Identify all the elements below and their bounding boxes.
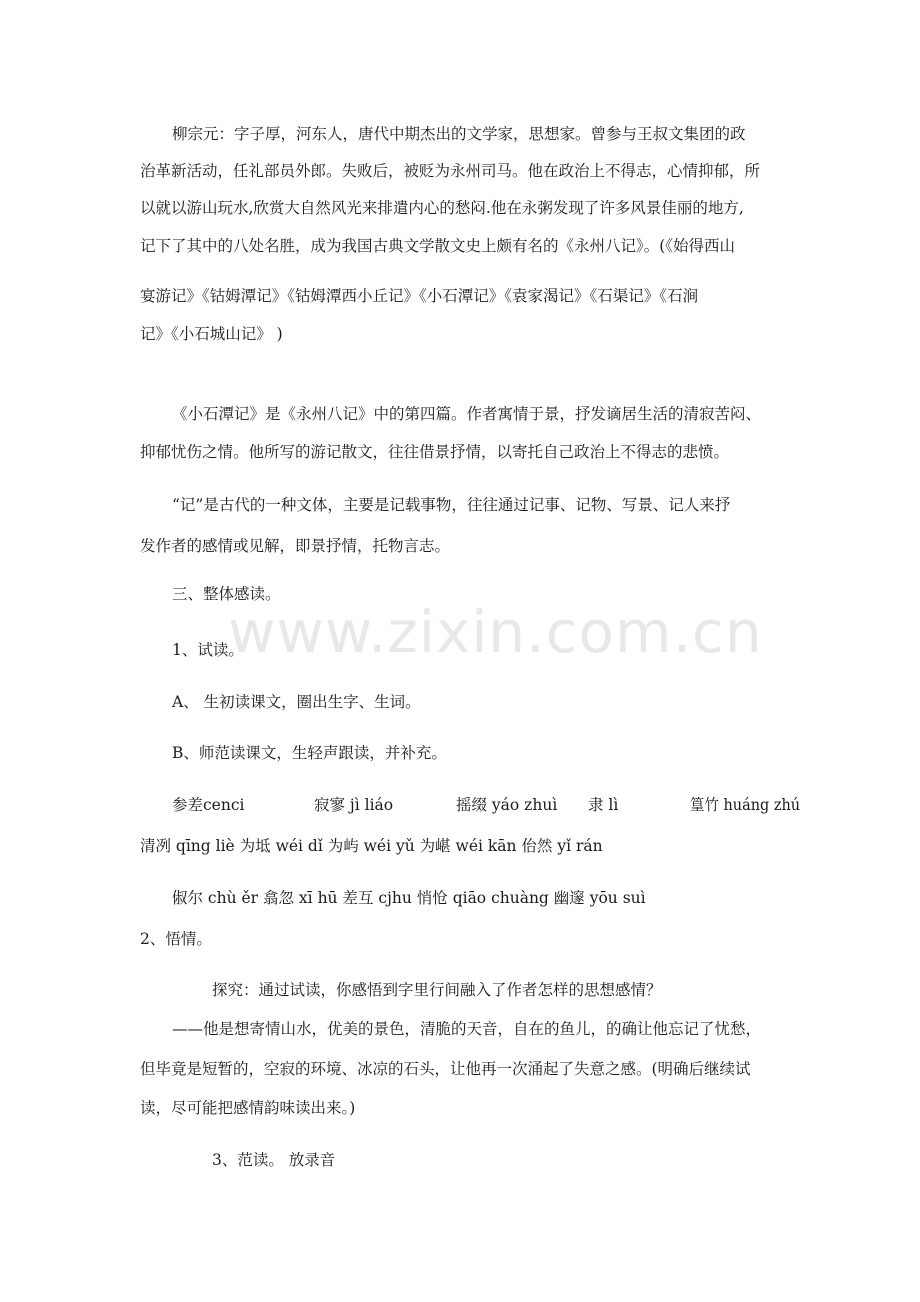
answer-line2: 但毕竟是短暂的，空寂的环境、冰凉的石头，让他再一次涌起了失意之感。(明确后继续试	[140, 1060, 751, 1078]
para3-line1: “记”是古代的一种文体，主要是记载事物，往往通过记事、记物、写景、记人来抒	[172, 496, 731, 514]
step-3-heading: 3、范读。 放录音	[212, 1151, 336, 1169]
para1-line1: 柳宗元：字子厚，河东人，唐代中期杰出的文学家，思想家。曾参与王叔文集团的政	[172, 125, 746, 143]
vocab-item: 摇缀 yáo zhuì	[456, 796, 558, 814]
vocab-item: 寂寥 jì liáo	[314, 796, 394, 814]
para1-line6: 记》《小石城山记》 )	[140, 325, 283, 343]
vocab-item: 参差cenci	[172, 796, 245, 814]
para3-line2: 发作者的感情或见解，即景抒情，托物言志。	[140, 537, 451, 555]
vocab-row-2: 清冽 qīng liè 为坻 wéi dǐ 为屿 wéi yǔ 为嵁 wéi kān 佁然 yǐ rán	[140, 837, 603, 855]
explore-question: 探究：通过试读，你感悟到字里行间融入了作者怎样的思想感情？	[212, 981, 662, 999]
para1-line4: 记下了其中的八处名胜，成为我国古典文学散文史上颇有名的《永州八记》。(《始得西山	[140, 237, 736, 255]
para2-line1: 《小石潭记》是《永州八记》中的第四篇。作者寓情于景，抒发谪居生活的清寂苦闷、	[172, 405, 762, 423]
para2-line2: 抑郁忧伤之情。他所写的游记散文，往往借景抒情，以寄托自己政治上不得志的悲愤。	[140, 443, 730, 461]
section-heading: 三、整体感读。	[172, 585, 281, 603]
vocab-item: 隶 lì	[588, 796, 619, 814]
step-b-text: B、师范读课文，生轻声跟读，并补充。	[172, 744, 447, 762]
step-1-heading: 1、试读。	[172, 641, 244, 659]
answer-line3: 读，尽可能把感情韵味读出来。)	[140, 1099, 356, 1117]
vocab-item: 篁竹 huáng zhú	[690, 796, 801, 814]
vocab-row-3: 俶尔 chù ěr 翕忽 xī hū 差互 cjhu 悄怆 qiāo chuàng 幽邃 yōu suì	[172, 889, 646, 907]
para1-line2: 治革新活动，任礼部员外郎。失败后，被贬为永州司马。他在政治上不得志，心情抑郁，所	[140, 162, 761, 180]
step-a-text: A、 生初读课文，圈出生字、生词。	[172, 693, 421, 711]
para1-line5: 宴游记》《钴姆潭记》《钴姆潭西小丘记》《小石潭记》《袁家渴记》《石渠记》《石涧	[140, 287, 699, 305]
answer-line1: ——他是想寄情山水，优美的景色，清脆的天音，自在的鱼儿，的确让他忘记了忧愁，	[172, 1020, 762, 1038]
step-2-heading: 2、悟情。	[140, 930, 212, 948]
para1-line3: 以就以游山玩水,欣赏大自然风光来排遣内心的愁闷.他在永粥发现了许多风景佳丽的地方,	[140, 199, 744, 217]
watermark: www.zixin.com.cn	[228, 598, 763, 666]
